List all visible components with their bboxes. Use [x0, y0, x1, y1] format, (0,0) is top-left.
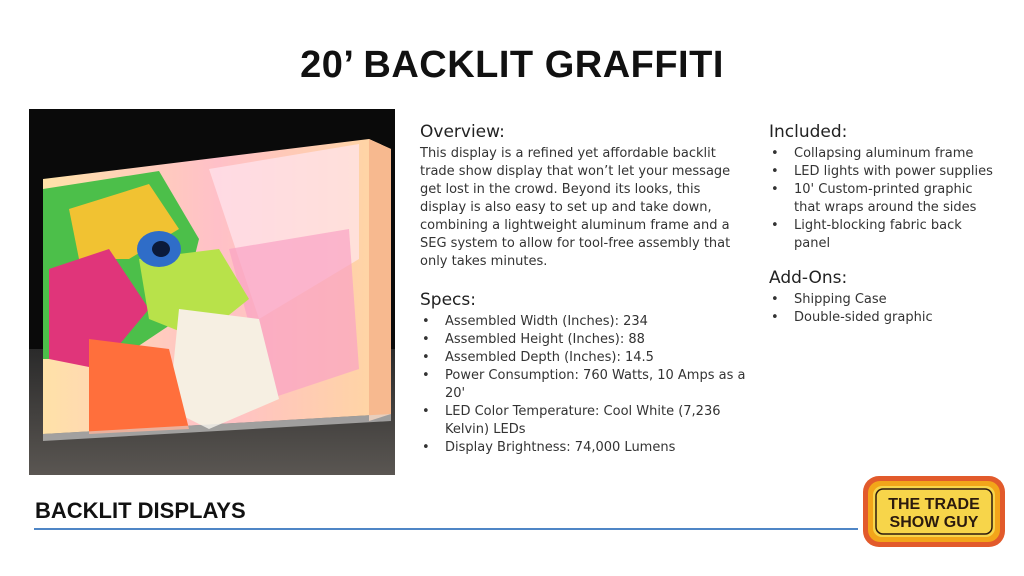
- included-column: [769, 121, 999, 341]
- overview-text: This display is a refined yet affordable backlit trade show display that won’t let your message get lost in the crowd. Beyond its looks, this display is also easy to set up and take down, combining a lightweight aluminum frame and a SEG system to allow for tool-free assembly that only takes minutes.: [420, 146, 731, 269]
- included-heading: Included:: [769, 122, 848, 142]
- logo-line-1: THE TRADE: [888, 496, 980, 513]
- overview-heading: Overview:: [420, 122, 505, 142]
- list-item: • Collapsing aluminum frame: [769, 145, 999, 163]
- list-item: • LED Color Temperature: Cool White (7,236 Kelvin) LEDs: [420, 403, 750, 439]
- list-item: • LED lights with power supplies: [769, 163, 999, 181]
- footer-divider: [34, 528, 858, 530]
- details-column: [420, 121, 750, 471]
- list-item: • 10' Custom-printed graphic that wraps around the sides: [769, 181, 999, 217]
- list-item: • Assembled Depth (Inches): 14.5: [420, 349, 750, 367]
- specs-list: [420, 313, 750, 457]
- company-logo: [862, 475, 1006, 548]
- addons-list: [769, 291, 999, 327]
- page-title: 20’ BACKLIT GRAFFITI: [300, 44, 724, 86]
- list-item: • Assembled Width (Inches): 234: [420, 313, 750, 331]
- list-item: • Power Consumption: 760 Watts, 10 Amps as a 20': [420, 367, 750, 403]
- product-photo: [29, 109, 395, 475]
- section-label: BACKLIT DISPLAYS: [35, 498, 246, 523]
- logo-line-2: SHOW GUY: [889, 514, 979, 531]
- included-list: [769, 145, 999, 253]
- list-item: • Display Brightness: 74,000 Lumens: [420, 439, 750, 457]
- list-item: • Assembled Height (Inches): 88: [420, 331, 750, 349]
- list-item: • Shipping Case: [769, 291, 999, 309]
- list-item: • Double-sided graphic: [769, 309, 999, 327]
- specs-heading: Specs:: [420, 290, 476, 310]
- addons-heading: Add-Ons:: [769, 268, 848, 288]
- list-item: • Light-blocking fabric back panel: [769, 217, 999, 253]
